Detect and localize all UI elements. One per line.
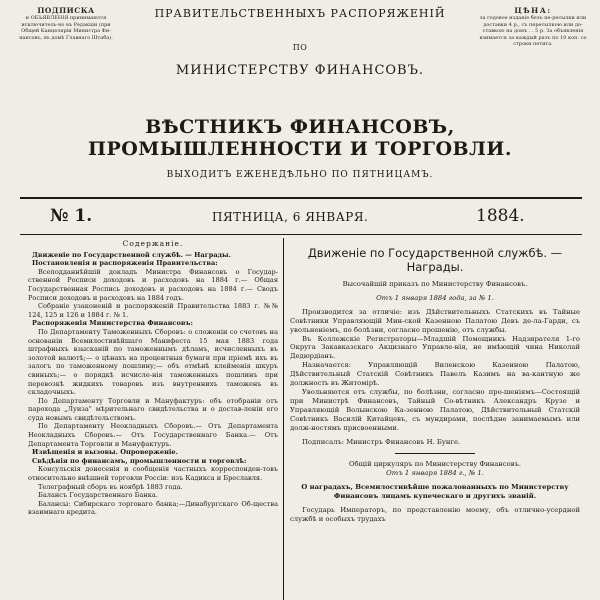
signature-line: Подписалъ: Министръ Финансовъ Н. Бунге. bbox=[302, 437, 461, 446]
contents-paragraph: По Департаменту Торговли и Мануфактуръ: объ отобраніи отъ парохода „Луиза" мѣрительнаго свидѣтельства и о достав-леніи его суда новымъ свидѣтельствомъ. bbox=[28, 396, 278, 422]
article-paragraph: Государь Императоръ, по представленію моему, объ отлично-усердной службѣ и особыхъ трудахъ bbox=[290, 506, 580, 523]
article-column bbox=[290, 246, 580, 524]
article-paragraph: Назначается: Управляющій Виленскою Казенною Палатою, Дѣйствительный Статскій Совѣтникъ Павелъ Казимъ на ва-кантную же должность въ Житомірѣ. bbox=[290, 361, 580, 388]
masthead-line-2: ПО bbox=[292, 43, 308, 52]
newspaper-title: ВѢСТНИКЪ ФИНАНСОВЪ, ПРОМЫШЛЕННОСТИ И ТОРГОВЛИ. bbox=[88, 116, 512, 160]
contents-paragraph: Собраніе узаконеній и распоряженій Правительства 1883 г. №№ 124, 125 и 126 и 1884 г. № 1. bbox=[28, 302, 278, 319]
contents-line: Постановленія и распоряженія Правительства: bbox=[32, 259, 218, 268]
order-title: Высочайшій приказъ по Министерству Финансовъ. bbox=[342, 280, 528, 288]
newspaper-subtitle: ВЫХОДИТЪ ЕЖЕНЕДѢЛЬНО ПО ПЯТНИЦАМЪ. bbox=[166, 170, 434, 180]
contents-paragraph: Балансъ Государственнаго Банка. bbox=[38, 491, 158, 500]
order-date: Отъ 1 января 1884 года, за № 1. bbox=[376, 293, 494, 302]
contents-paragraph: Консульскія донесенія и сообщенія частныхъ корреспонден-товъ относительно внѣшней торговли Россіи: изъ Кадикса и Бреславля. bbox=[28, 465, 278, 483]
masthead-line-1: ПРАВИТЕЛЬСТВЕННЫХЪ РАСПОРЯЖЕНІЙ bbox=[154, 7, 446, 20]
section-separator bbox=[395, 453, 475, 454]
subscription-notice bbox=[12, 6, 120, 41]
price-text: за годовое изданіе безъ пе-ресылки или доставки 4 р., съ пересылкою или до-ставкою на домъ . . 5 р. За объявленія взимается за каждый разъ по 10 коп. со строки петита. bbox=[479, 15, 587, 48]
issue-date: ПЯТНИЦА, 6 ЯНВАРЯ. bbox=[212, 210, 369, 224]
contents-line: Извѣщенія и вызовы. Опроверженіе. bbox=[32, 448, 178, 457]
contents-heading: Содержаніе. bbox=[122, 239, 184, 248]
article-paragraph: Производится за отличіе: изъ Дѣйствительныхъ Статскихъ въ Тайные Совѣтники Управляющій Мин-ской Казенною Палатою Девъ де-ла-Гарди, съ увольненіемъ, по болѣзни, согласно прошенію, отъ службы. bbox=[290, 307, 580, 334]
article-paragraph: Въ Коллежскіе Регистраторы—Младшій Помощникъ Надзирателя 1-го Округа Закавказскаго Акцизнаго Управле-нія, не имѣющій чина Николай Дедюрдіанъ. bbox=[290, 334, 580, 361]
circular-date: Отъ 1 января 1884 г., № 1. bbox=[386, 469, 484, 478]
article-heading: Движеніе по Государственной службѣ. — Награды. bbox=[307, 246, 563, 274]
subscription-label: ПОДПИСКА bbox=[37, 6, 95, 15]
price-label: ЦѢНА: bbox=[514, 6, 552, 15]
contents-column bbox=[28, 240, 278, 517]
issue-year: 1884. bbox=[476, 206, 525, 226]
contents-paragraph: Балансы: Сибирскаго торговаго банка;—Динабургскаго Об-щества взаимнаго кредита. bbox=[28, 499, 278, 517]
issue-line bbox=[20, 206, 582, 232]
contents-paragraph: Всеподданнѣйшій докладъ Министра Финансовъ о Государ-ственной Росписи доходовъ и расходовъ на 1884 г.— Общая Государственная Роспись доходовъ и расходовъ на 1884 г.— Сводъ Росписи доходовъ и расходовъ на 1884 годъ. bbox=[28, 267, 278, 302]
contents-line: Свѣдѣнія по финансамъ, промышленности и торговлѣ: bbox=[32, 456, 247, 465]
header-rule-top bbox=[20, 197, 582, 199]
article-paragraph: Увольняются отъ службы, по болѣзни, согласно про-шеніямъ—Состоящій при Министрѣ Финансовъ, Тайный Со-вѣтникъ Александръ Крузе и Управляющій Волынскою Ка-зенною Палатою, Дѣйствительный Статскій Совѣтникъ Василій Китайцевъ, съ мундирами, послѣдне занимаемымъ или долж-ностямъ присвоенными. bbox=[290, 387, 580, 432]
masthead-line-3: МИНИСТЕРСТВУ ФИНАНСОВЪ. bbox=[175, 63, 425, 78]
contents-paragraph: По Департаменту Таможенныхъ Сборовъ: о сложеніи со счетовъ на основаніи Всемилостивѣйшаго Манифеста 15 мая 1883 года штрафныхъ взысканій по таможеннымъ дѣламъ, исчисленныхъ въ золотой валютѣ;— о цѣнахъ на процентныя бумаги при пріемѣ ихъ въ залогъ по таможенному пошлину;— объ отмѣнѣ клейменія шкуръ свиныхъ;— о порядкѣ исчисле-нія таможенныхъ пошлинъ при перевозкѣ жидкихъ товаровъ изъ внутреннихъ таможенъ въ складочныхъ. bbox=[28, 327, 278, 397]
awards-title: О наградахъ, Всемилостивѣйше пожалованныхъ по Министерству Финансовъ лицамъ купеческаго и другихъ званій. bbox=[301, 483, 569, 501]
contents-line: Движеніе по Государственной службѣ. — Награды. bbox=[32, 250, 231, 259]
subscription-text: и ОБЪЯВЛЕНІЯ принимаются исключитель-но въ Редакціи (при Общей Канцеляріи Министра Фи-нансовъ, въ домѣ Главнаго Штаба). bbox=[19, 15, 113, 41]
price-notice bbox=[476, 6, 590, 48]
issue-number: № 1. bbox=[50, 206, 93, 226]
contents-paragraph: Телеграфный сборъ въ ноябрѣ 1883 года. bbox=[38, 482, 183, 491]
contents-line: Распоряженія Министерства Финансовъ: bbox=[32, 319, 193, 328]
contents-paragraph: По Департаменту Неокладныхъ Сборовъ.— Отъ Департамента Неокладныхъ Сборовъ.— Отъ Государственнаго Банка.— Отъ Департамента Торговли и Мануфактуръ. bbox=[28, 422, 278, 448]
header-rule-bottom bbox=[20, 234, 582, 235]
column-divider bbox=[283, 238, 284, 600]
circular-title: Общій циркуляръ по Министерству Финансовъ. bbox=[348, 460, 522, 469]
